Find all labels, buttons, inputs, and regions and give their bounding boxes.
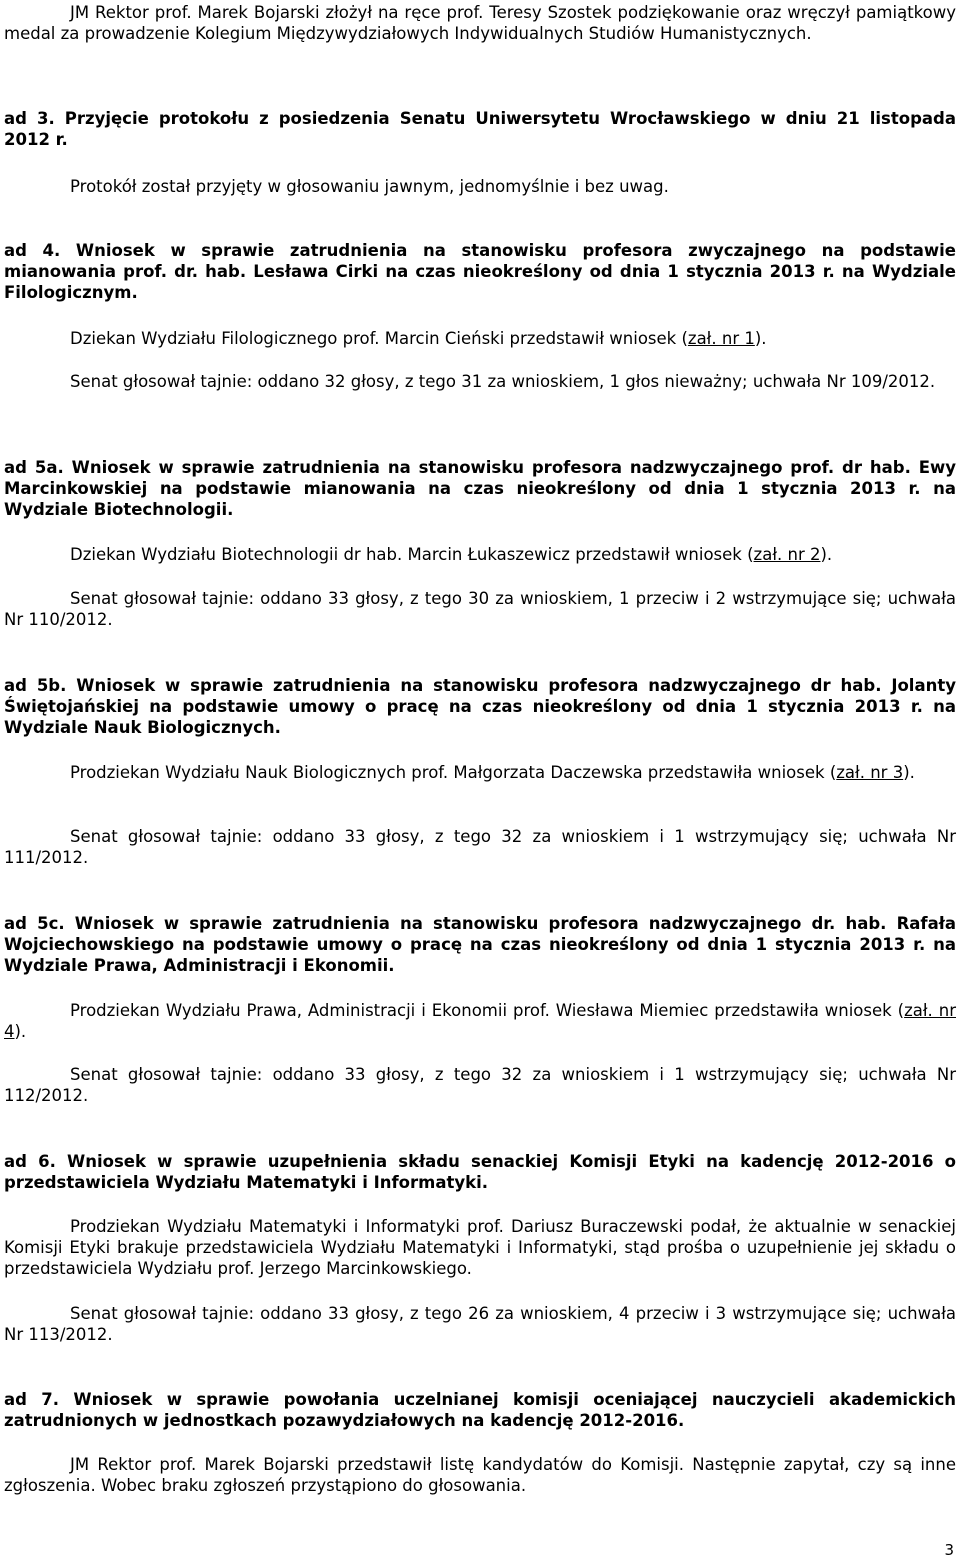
- item-5b-paragraph-1: [4, 762, 956, 783]
- item-7-heading: ad 7. Wniosek w sprawie powołania uczelnianej komisji oceniającej nauczycieli akademickich zatrudnionych w jednostkach pozawydziałowych na kadencję 2012-2016.: [4, 1390, 956, 1430]
- item-5a-text-end: ).: [820, 545, 833, 564]
- item-5b-text-end: ).: [903, 763, 915, 782]
- page-number: 3: [944, 1541, 954, 1559]
- item-5b-paragraph-2: Senat głosował tajnie: oddano 33 głosy, z tego 32 za wnioskiem i 1 wstrzymujący się; uchwała Nr 111/2012.: [4, 827, 956, 867]
- item-6-paragraph-2: Senat głosował tajnie: oddano 33 głosy, z tego 26 za wnioskiem, 4 przeciw i 3 wstrzymujące się; uchwała Nr 113/2012.: [4, 1304, 956, 1344]
- item-5c-text: Prodziekan Wydziału Prawa, Administracji i Ekonomii prof. Wiesława Miemiec przedstawiła wniosek (: [70, 1001, 905, 1020]
- item-7-paragraph-1: JM Rektor prof. Marek Bojarski przedstawił listę kandydatów do Komisji. Następnie zapytał, czy są inne zgłoszenia. Wobec braku zgłoszeń przystąpiono do głosowania.: [4, 1455, 956, 1495]
- item-4-heading: ad 4. Wniosek w sprawie zatrudnienia na stanowisku profesora zwyczajnego na podstawie mianowania prof. dr. hab. Lesława Cirki na czas nieokreślony od dnia 1 stycznia 2013 r. na Wydziale Filologicznym.: [4, 241, 956, 302]
- attachment-link-3[interactable]: zał. nr 3: [836, 763, 904, 782]
- item-5c-heading: ad 5c. Wniosek w sprawie zatrudnienia na stanowisku profesora nadzwyczajnego dr. hab. Rafała Wojciechowskiego na podstawie umowy o pracę na czas nieokreślony od dnia 1 stycznia 2013 r. na Wydziale Prawa, Administracji i Ekonomii.: [4, 914, 956, 975]
- item-5a-paragraph-2: Senat głosował tajnie: oddano 33 głosy, z tego 30 za wnioskiem, 1 przeciw i 2 wstrzymujące się; uchwała Nr 110/2012.: [4, 589, 956, 629]
- item-5a-text: Dziekan Wydziału Biotechnologii dr hab. Marcin Łukaszewicz przedstawił wniosek (: [70, 545, 754, 564]
- item-5b-heading: ad 5b. Wniosek w sprawie zatrudnienia na stanowisku profesora nadzwyczajnego dr hab. Jolanty Świętojańskiej na podstawie umowy o pracę na czas nieokreślony od dnia 1 stycznia 2013 r. na Wydziale Nauk Biologicznych.: [4, 676, 956, 737]
- attachment-link-1[interactable]: zał. nr 1: [687, 329, 755, 348]
- item-5a-paragraph-1: [4, 544, 956, 565]
- item-5c-text-end: ).: [14, 1022, 27, 1041]
- item-4-text: Dziekan Wydziału Filologicznego prof. Marcin Cieński przedstawił wniosek (: [70, 329, 688, 348]
- item-3-paragraph: Protokół został przyjęty w głosowaniu jawnym, jednomyślnie i bez uwag.: [70, 177, 669, 196]
- item-5c-paragraph-2: Senat głosował tajnie: oddano 33 głosy, z tego 32 za wnioskiem i 1 wstrzymujący się; uchwała Nr 112/2012.: [4, 1065, 956, 1105]
- item-6-heading: ad 6. Wniosek w sprawie uzupełnienia składu senackiej Komisji Etyki na kadencję 2012-2016 o przedstawiciela Wydziału Matematyki i Informatyki.: [4, 1152, 956, 1192]
- intro-paragraph: JM Rektor prof. Marek Bojarski złożył na ręce prof. Teresy Szostek podziękowanie oraz wręczył pamiątkowy medal za prowadzenie Kolegium Międzywydziałowych Indywidualnych Studiów Humanistycznych.: [4, 3, 956, 43]
- item-4-text-end: ).: [754, 329, 767, 348]
- item-4-paragraph-2: Senat głosował tajnie: oddano 32 głosy, z tego 31 za wnioskiem, 1 głos nieważny; uchwała Nr 109/2012.: [70, 372, 936, 391]
- attachment-link-2[interactable]: zał. nr 2: [753, 545, 821, 564]
- item-6-paragraph-1: Prodziekan Wydziału Matematyki i Informatyki prof. Dariusz Buraczewski podał, że aktualnie w senackiej Komisji Etyki brakuje przedstawiciela Wydziału Matematyki i Informatyki, stąd prośba o uzupełnienie jej składu o przedstawiciela Wydziału prof. Jerzego Marcinkowskiego.: [4, 1217, 956, 1278]
- item-5a-heading: ad 5a. Wniosek w sprawie zatrudnienia na stanowisku profesora nadzwyczajnego prof. dr hab. Ewy Marcinkowskiej na podstawie mianowania na czas nieokreślony od dnia 1 stycznia 2013 r. na Wydziale Biotechnologii.: [4, 458, 956, 519]
- item-5b-text: Prodziekan Wydziału Nauk Biologicznych prof. Małgorzata Daczewska przedstawiła wniosek (: [70, 763, 837, 782]
- item-4-paragraph-1: [4, 328, 956, 349]
- item-3-heading: ad 3. Przyjęcie protokołu z posiedzenia Senatu Uniwersytetu Wrocławskiego w dniu 21 listopada 2012 r.: [4, 109, 956, 149]
- attachment-link-4[interactable]: zał. nr 4: [4, 1001, 956, 1041]
- item-5c-paragraph-1: [4, 1000, 956, 1042]
